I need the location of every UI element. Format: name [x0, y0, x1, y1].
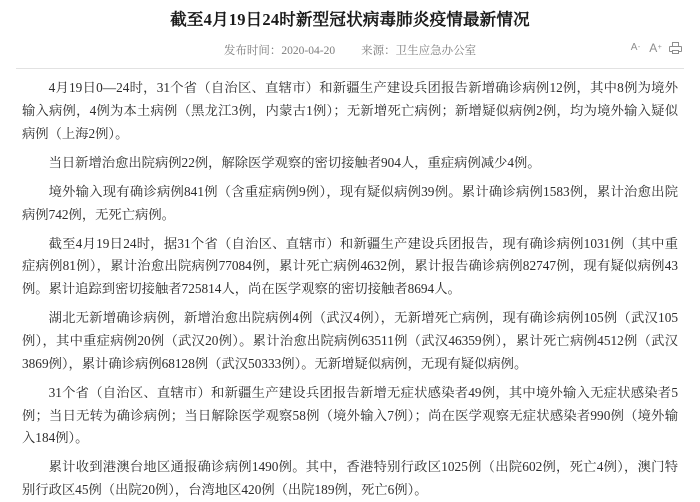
font-increase-label: A	[649, 40, 658, 55]
page-title: 截至4月19日24时新型冠状病毒肺炎疫情最新情况	[170, 10, 530, 29]
article-paragraph: 累计收到港澳台地区通报确诊病例1490例。其中，香港特别行政区1025例（出院602例，死亡4例），澳门特别行政区45例（出院20例），台湾地区420例（出院189例，死亡6例）。	[22, 459, 678, 498]
article-paragraph: 湖北无新增确诊病例，新增治愈出院病例4例（武汉4例），无新增死亡病例，现有确诊病例105例（武汉105例），其中重症病例20例（武汉20例）。累计治愈出院病例63511例（武汉46359例），累计死亡病例4512例（武汉3869例），累计确诊病例68128例（武汉50333例）。无新增疑似病例，无现有疑似病例。	[22, 310, 678, 371]
publish-time	[224, 42, 335, 58]
article-tools	[629, 41, 682, 54]
header-divider	[16, 68, 684, 69]
print-icon[interactable]	[669, 42, 682, 54]
font-increase-sup: +	[657, 44, 662, 52]
article-meta	[14, 42, 686, 58]
article-source	[361, 42, 476, 58]
article-body	[14, 77, 686, 502]
source-value: 卫生应急办公室	[395, 45, 477, 58]
print-icon-output	[672, 50, 679, 54]
article-paragraph: 当日新增治愈出院病例22例，解除医学观察的密切接触者904人，重症病例减少4例。	[48, 155, 541, 171]
publish-time-value: 2020-04-20	[281, 45, 336, 58]
font-decrease-button[interactable]	[629, 41, 642, 54]
font-decrease-sup: -	[637, 44, 641, 52]
article-paragraph: 4月19日0—24时，31个省（自治区、直辖市）和新疆生产建设兵团报告新增确诊病例12例，其中8例为境外输入病例，4例为本土病例（黑龙江3例，内蒙古1例）；无新增死亡病例；新增疑似病例2例，均为境外输入疑似病例（上海2例）。	[22, 80, 678, 142]
publish-time-label: 发布时间：	[223, 45, 282, 58]
font-decrease-label: A	[630, 41, 638, 53]
source-label: 来源：	[361, 45, 396, 58]
article-paragraph: 31个省（自治区、直辖市）和新疆生产建设兵团报告新增无症状感染者49例，其中境外输入无症状感染者5例；当日无转为确诊病例；当日解除医学观察58例（境外输入7例）；尚在医学观察无症状感染者990例（境外输入184例）。	[22, 384, 678, 446]
article-paragraph: 境外输入现有确诊病例841例（含重症病例9例），现有疑似病例39例。累计确诊病例1583例，累计治愈出院病例742例，无死亡病例。	[22, 183, 678, 222]
font-increase-button[interactable]	[649, 41, 662, 54]
article-paragraph: 截至4月19日24时，据31个省（自治区、直辖市）和新疆生产建设兵团报告，现有确诊病例1031例（其中重症病例81例），累计治愈出院病例77084例，累计死亡病例4632例，累计报告确诊病例82747例，现有疑似病例43例。累计追踪到密切接触者725814人，尚在医学观察的密切接触者8694人。	[22, 235, 678, 297]
